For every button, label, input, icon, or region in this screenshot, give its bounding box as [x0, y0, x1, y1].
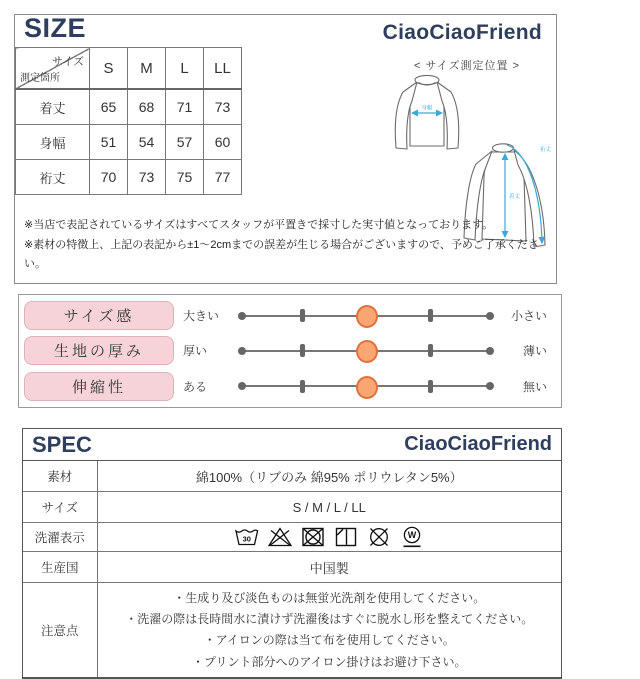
svg-text:30: 30: [242, 534, 251, 544]
scale-label-badge: サイズ感: [24, 301, 174, 330]
scale-tick: [300, 344, 305, 357]
size-value: 70: [90, 160, 128, 195]
wash-30-icon: [234, 525, 260, 549]
scale-marker: [356, 376, 378, 399]
scale-label-badge: 伸縮性: [24, 372, 174, 401]
scale-endpoint-dot: [486, 382, 494, 390]
scale-label-badge: 生地の厚み: [24, 336, 174, 365]
size-note-line: ※当店で表記されているサイズはすべてスタッフが平置きで採寸した実寸値となっております。: [24, 219, 494, 232]
scale-track: [238, 375, 494, 397]
size-value: 73: [128, 160, 166, 195]
do-not-bleach-icon: [267, 525, 293, 549]
row-label: 身幅: [16, 125, 90, 160]
shirt-front-icon: [395, 75, 458, 149]
size-value: 65: [90, 89, 128, 125]
scale-left-end-label: ある: [183, 379, 208, 394]
table-row: [23, 583, 561, 677]
spec-row-label: 注意点: [23, 583, 97, 677]
spec-row-label: 素材: [23, 461, 97, 492]
size-value: 54: [128, 125, 166, 160]
material-value: 綿100%（リブのみ 綿95% ポリウレタン5%）: [195, 469, 463, 485]
feature-scales-section: [18, 294, 562, 408]
do-not-tumble-dry-icon: [300, 525, 326, 549]
size-value: 73: [204, 89, 242, 125]
scale-endpoint-dot: [238, 347, 246, 355]
size-notes: [24, 216, 556, 274]
care-symbols: [104, 525, 556, 549]
table-row: [23, 492, 561, 523]
brand-name: CiaoCiaoFriend: [404, 433, 552, 455]
scale-tick: [300, 380, 305, 393]
scale-endpoint-dot: [238, 382, 246, 390]
body-length-label: 着丈: [509, 194, 521, 200]
spec-row-label: 洗濯表示: [23, 523, 97, 552]
scale-left-end-label: 厚い: [183, 344, 208, 359]
svg-text:W: W: [407, 530, 416, 541]
size-section-title: SIZE: [24, 13, 87, 43]
scale-track: [238, 340, 494, 362]
size-value: 60: [204, 125, 242, 160]
scale-right-end-label: 薄い: [522, 344, 547, 359]
body-width-label: 身幅: [421, 105, 433, 112]
size-column-header: L: [166, 48, 204, 90]
size-value: 75: [166, 160, 204, 195]
row-label: 裄丈: [16, 160, 90, 195]
scale-marker: [356, 305, 378, 328]
dry-in-shade-icon: [333, 525, 359, 549]
caution-item: ・プリント部分へのアイロン掛けはお避け下さい。: [192, 654, 467, 669]
size-note-line: ※素材の特徴上、上記の表記から±1～2cmまでの誤差が生じる場合がございますので、予めご了承ください。: [24, 238, 539, 270]
size-value: 77: [204, 160, 242, 195]
cautions-cell: [97, 583, 561, 677]
scale-tick: [428, 344, 433, 357]
spec-section-title: SPEC: [32, 431, 92, 457]
brand-name: CiaoCiaoFriend: [382, 21, 542, 44]
spec-row-label: サイズ: [23, 492, 97, 523]
spec-header: [23, 429, 561, 461]
care-symbols-cell: [97, 523, 561, 552]
scale-tick: [428, 380, 433, 393]
spec-row-label: 生産国: [23, 552, 97, 583]
row-label: 着丈: [16, 89, 90, 125]
caution-item: ・アイロンの際は当て布を使用してください。: [203, 633, 455, 648]
table-row: [23, 523, 561, 552]
corner-label-measure-point: 測定箇所: [20, 73, 60, 84]
spec-table: [23, 461, 561, 677]
scale-row-fabric-thickness: [19, 336, 561, 365]
scale-endpoint-dot: [486, 312, 494, 320]
corner-label-size: サイズ: [51, 56, 84, 68]
size-table-corner-cell: [16, 48, 90, 90]
scale-right-end-label: 小さい: [510, 309, 547, 324]
scale-track: [238, 305, 494, 327]
sleeve-length-label: 裄丈: [539, 147, 551, 153]
table-row: [16, 89, 242, 125]
scale-endpoint-dot: [486, 347, 494, 355]
scale-right-end-label: 無い: [522, 379, 547, 394]
size-range-value: S / M / L / LL: [97, 492, 561, 523]
measurement-position-caption: < サイズ測定位置 >: [413, 60, 521, 72]
size-column-header: LL: [204, 48, 242, 90]
size-value: 68: [128, 89, 166, 125]
scale-tick: [300, 309, 305, 322]
table-row: [23, 552, 561, 583]
caution-item: ・洗濯の際は長時間水に漬けず洗濯後はすぐに脱水し形を整えてください。: [125, 612, 534, 627]
size-column-header: M: [128, 48, 166, 90]
table-row: [16, 160, 242, 195]
table-row: [16, 125, 242, 160]
spec-section: [22, 428, 562, 679]
size-value: 51: [90, 125, 128, 160]
size-section: [14, 14, 557, 284]
caution-item: ・生成り及び淡色ものは無蛍光洗剤を使用してください。: [173, 591, 486, 605]
country-value: 中国製: [97, 552, 561, 583]
scale-endpoint-dot: [238, 312, 246, 320]
table-row: [23, 461, 561, 492]
scale-row-stretch: [19, 372, 561, 401]
do-not-dry-clean-icon: [366, 525, 392, 549]
wet-clean-icon: [399, 525, 425, 549]
size-table: [15, 47, 242, 195]
size-value: 71: [166, 89, 204, 125]
scale-left-end-label: 大きい: [183, 309, 220, 324]
size-value: 57: [166, 125, 204, 160]
scale-row-size-feel: [19, 301, 561, 330]
scale-tick: [428, 309, 433, 322]
size-column-header: S: [90, 48, 128, 90]
scale-marker: [356, 340, 378, 363]
